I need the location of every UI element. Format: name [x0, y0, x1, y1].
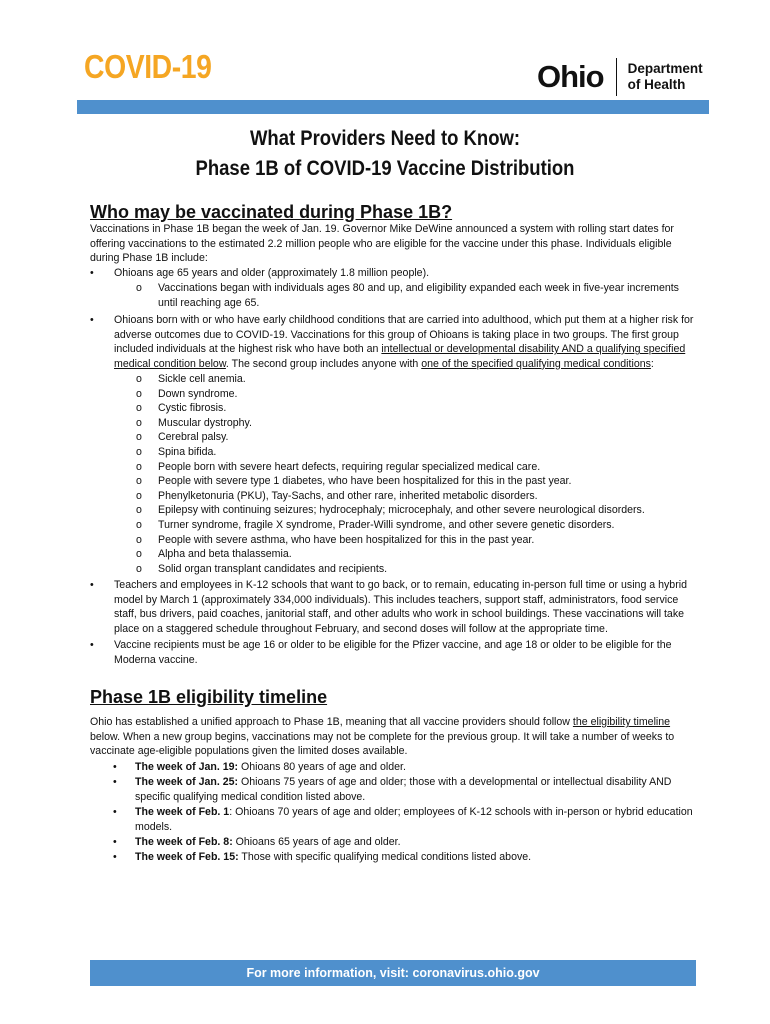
- sub-bullet-marker: o: [136, 402, 142, 415]
- timeline-desc: Ohioans 65 years of age and older.: [232, 836, 401, 848]
- timeline-text: [135, 805, 693, 834]
- bullet-marker: •: [113, 836, 117, 848]
- text-line: adverse outcomes due to COVID-19. Vaccinations for this group of Ohioans is taking place in two groups. The first group: [114, 328, 679, 341]
- sub-bullet-text: [158, 281, 679, 310]
- condition-text: Spina bifida.: [158, 445, 217, 458]
- text-line: Ohioans born with or who have early childhood conditions that are carried into adulthood, which put them at a higher risk for: [114, 314, 694, 326]
- department-name: [628, 61, 703, 93]
- condition-item: [136, 562, 696, 577]
- sub-bullet-marker: o: [136, 282, 142, 294]
- bullet-marker: •: [90, 267, 94, 279]
- condition-item: [136, 547, 696, 562]
- bullet-item: [90, 266, 690, 281]
- title-line-2: Phase 1B of COVID-19 Vaccine Distribution: [195, 157, 575, 180]
- sub-bullet-marker: o: [136, 533, 142, 546]
- timeline-week: The week of Feb. 1: [135, 806, 230, 818]
- bullet-item: [90, 578, 690, 638]
- condition-item: [136, 489, 696, 504]
- condition-text: People with severe type 1 diabetes, who have been hospitalized for this in the past year.: [158, 475, 572, 488]
- text-line: until reaching age 65.: [158, 296, 260, 309]
- text-span: Ohio has established a unified approach to Phase 1B, meaning that all vaccine providers should follow: [90, 716, 573, 728]
- condition-item: [136, 474, 696, 489]
- timeline-desc-cont: models.: [135, 820, 173, 833]
- header-bar: [77, 100, 709, 114]
- text-line: staff, bus drivers, paid coaches, janitorial staff, and other adults who work in school buildings. These vaccinations will take: [114, 608, 685, 621]
- section2-intro: [90, 715, 690, 759]
- bullet-marker: •: [90, 579, 94, 591]
- intro-line: [90, 715, 690, 730]
- timeline-item: [113, 760, 693, 775]
- title-line-1: What Providers Need to Know:: [249, 127, 521, 150]
- idd-condition-link-cont[interactable]: medical condition below: [114, 357, 226, 370]
- text-line: Moderna vaccine.: [114, 653, 198, 666]
- text-line: Teachers and employees in K-12 schools that want to go back, or to remain, educating in-person full time or using a hybrid: [114, 579, 687, 591]
- timeline-desc: : Ohioans 70 years of age and older; employees of K-12 schools with in-person or hybrid education: [229, 806, 693, 818]
- footer-info-bar[interactable]: For more information, visit: coronavirus.ohio.gov: [90, 960, 696, 986]
- condition-item: [136, 445, 696, 460]
- timeline-item: [113, 805, 693, 835]
- sub-bullet-marker: o: [136, 518, 142, 531]
- bullet-marker: •: [113, 761, 117, 773]
- text-line: model by March 1 (approximately 334,000 individuals). This includes teachers, support staff, administrators, food service: [114, 593, 679, 606]
- timeline-desc: Those with specific qualifying medical conditions listed above.: [238, 851, 532, 863]
- eligibility-timeline-link[interactable]: the eligibility timeline: [572, 716, 671, 728]
- intro-line: vaccinate age-eligible populations given the limited doses available.: [90, 745, 408, 758]
- text-line: Vaccinations began with individuals ages 80 and up, and eligibility expanded each week in five-year increments: [158, 282, 679, 294]
- dept-line-2: of Health: [627, 77, 686, 92]
- sub-bullet-marker: o: [136, 416, 142, 429]
- condition-text: Solid organ transplant candidates and recipients.: [158, 562, 388, 575]
- timeline-text: [135, 775, 671, 804]
- condition-item: [136, 401, 696, 416]
- bullet-marker: •: [113, 806, 117, 818]
- logo-divider: [616, 58, 617, 96]
- condition-text: Cerebral palsy.: [158, 431, 229, 444]
- bullet-marker: •: [113, 851, 117, 863]
- condition-text: Turner syndrome, fragile X syndrome, Prader-Willi syndrome, and other severe genetic disorders.: [158, 518, 615, 531]
- condition-item: [136, 533, 696, 548]
- bullet-marker: •: [90, 639, 94, 651]
- condition-text: Cystic fibrosis.: [158, 402, 227, 415]
- bullet-marker: •: [113, 776, 117, 788]
- condition-item: [136, 372, 696, 387]
- bullet-text: [114, 578, 694, 636]
- timeline-item: [113, 850, 693, 865]
- sub-bullet-marker: o: [136, 504, 142, 517]
- sub-bullet-marker: o: [136, 460, 142, 473]
- condition-text: People with severe asthma, who have been hospitalized for this in the past year.: [158, 533, 535, 546]
- text-line: place on a staggered schedule throughout February, and second doses will follow at the appropriate time.: [114, 622, 608, 635]
- timeline-text: [135, 850, 531, 865]
- sub-bullet-marker: o: [136, 489, 142, 502]
- condition-item: [136, 503, 696, 518]
- intro-line: Vaccinations in Phase 1B began the week of Jan. 19. Governor Mike DeWine announced a system with rolling start dates for: [90, 223, 674, 235]
- bullet-text: [114, 313, 694, 371]
- sub-bullet-marker: o: [136, 373, 142, 385]
- condition-text: Alpha and beta thalassemia.: [158, 548, 292, 561]
- idd-condition-link[interactable]: intellectual or developmental disability AND a qualifying specified: [381, 343, 686, 356]
- ohio-department-of-health-logo: [537, 57, 703, 97]
- condition-item: [136, 430, 696, 445]
- text-line: [114, 342, 694, 357]
- text-line: Vaccine recipients must be age 16 or older to be eligible for the Pfizer vaccine, and age 18 or older to be eligible for the: [114, 639, 672, 651]
- document-title: [0, 124, 770, 184]
- conditions-list: [136, 372, 696, 576]
- bullet-text: [114, 638, 694, 667]
- text-span: :: [650, 357, 654, 370]
- bullet-item: [90, 638, 690, 668]
- bullet-item: [90, 313, 694, 373]
- intro-line: during Phase 1B include:: [90, 252, 208, 265]
- condition-text: Sickle cell anemia.: [158, 373, 246, 385]
- bullet-text: Ohioans age 65 years and older (approximately 1.8 million people).: [114, 267, 430, 279]
- section-heading-who: Who may be vaccinated during Phase 1B?: [90, 202, 453, 222]
- timeline-desc: Ohioans 80 years of age and older.: [238, 761, 406, 773]
- timeline-week: The week of Jan. 19:: [135, 761, 239, 773]
- bullet-marker: •: [90, 314, 94, 326]
- intro-line: below. When a new group begins, vaccinations may not be complete for the previous group. It will take a number of weeks to: [90, 730, 675, 743]
- sub-bullet-marker: o: [136, 387, 142, 400]
- condition-item: [136, 460, 696, 475]
- text-span: included individuals at the highest risk who have both an: [114, 343, 382, 356]
- condition-text: Epilepsy with continuing seizures; hydrocephaly; microcephaly, and other severe neurological disorders.: [158, 504, 645, 517]
- timeline-text: [135, 835, 401, 850]
- qualifying-conditions-link[interactable]: one of the specified qualifying medical conditions: [421, 357, 651, 370]
- condition-text: Muscular dystrophy.: [158, 416, 253, 429]
- sub-bullet-marker: o: [136, 431, 142, 444]
- timeline-week: The week of Feb. 8:: [135, 836, 233, 848]
- section-heading-timeline: Phase 1B eligibility timeline: [90, 687, 328, 707]
- timeline-desc-cont: specific qualifying medical condition listed above.: [135, 790, 366, 803]
- covid-19-title: COVID-19: [84, 48, 212, 85]
- timeline-item: [113, 775, 693, 805]
- ohio-logo-text: Ohio: [537, 59, 604, 94]
- text-span: . The second group includes anyone with: [225, 357, 422, 370]
- timeline-list: [113, 760, 693, 865]
- timeline-text: [135, 760, 406, 775]
- condition-text: Phenylketonuria (PKU), Tay-Sachs, and other rare, inherited metabolic disorders.: [158, 489, 538, 502]
- sub-bullet-marker: o: [136, 445, 142, 458]
- section1-intro: [90, 222, 690, 266]
- condition-item: [136, 518, 696, 533]
- condition-text: Down syndrome.: [158, 387, 238, 400]
- intro-line: offering vaccinations to the estimated 2.2 million people who are eligible for the vaccine under this phase. Individuals eligible: [90, 237, 672, 250]
- sub-bullet-item: [136, 281, 696, 311]
- condition-item: [136, 416, 696, 431]
- condition-text: People born with severe heart defects, requiring regular specialized medical care.: [158, 460, 541, 473]
- timeline-desc: Ohioans 75 years of age and older; those with a developmental or intellectual disability AND: [238, 776, 672, 788]
- condition-item: [136, 387, 696, 402]
- sub-bullet-marker: o: [136, 562, 142, 575]
- timeline-week: The week of Jan. 25:: [135, 776, 239, 788]
- sub-bullet-marker: o: [136, 548, 142, 561]
- timeline-week: The week of Feb. 15:: [135, 851, 239, 863]
- text-line: [114, 357, 694, 372]
- timeline-item: [113, 835, 693, 850]
- dept-line-1: Department: [627, 61, 703, 76]
- sub-bullet-marker: o: [136, 475, 142, 488]
